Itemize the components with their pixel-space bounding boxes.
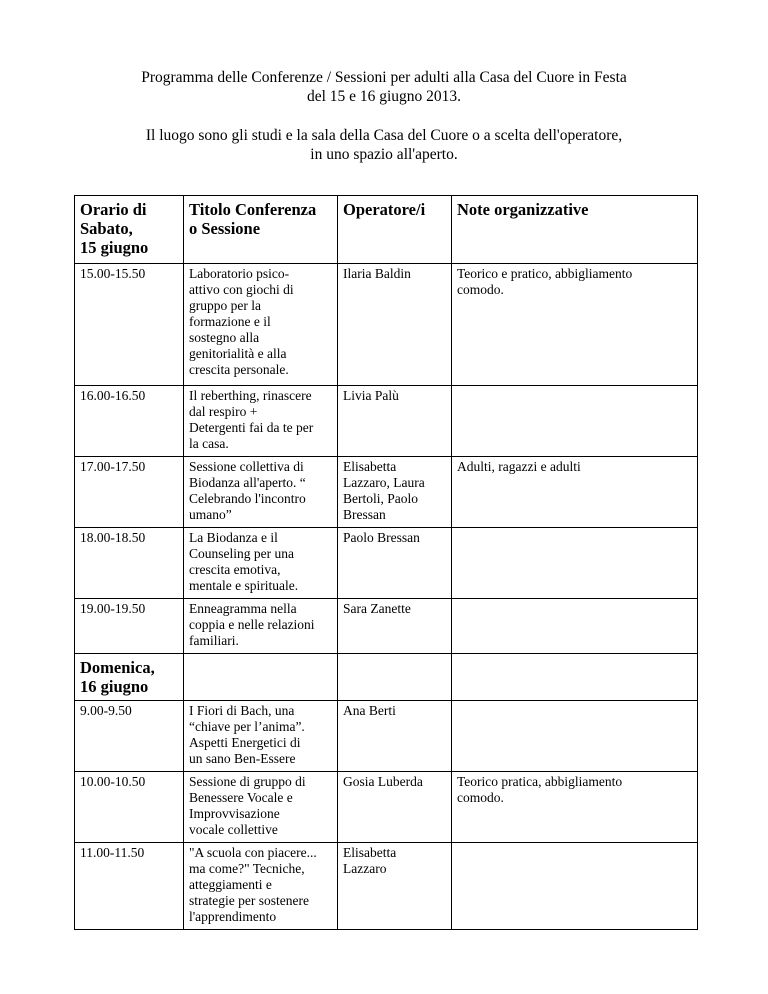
table-row [75, 264, 698, 386]
title-line-2: del 15 e 16 giugno 2013. [306, 88, 462, 105]
cell-time: 10.00-10.50 [75, 772, 184, 843]
cell-time: 18.00-18.50 [75, 528, 184, 599]
cell-title: I Fiori di Bach, una “chiave per l’anima”. Aspetti Energetici di un sano Ben-Essere [184, 701, 338, 772]
cell-empty [338, 654, 452, 701]
table-row [75, 457, 698, 528]
cell-notes: Adulti, ragazzi e adulti [452, 457, 698, 528]
cell-title: Laboratorio psico- attivo con giochi di gruppo per la formazione e il sostegno alla genitorialità e alla crescita personale. [184, 264, 338, 386]
table-row [75, 701, 698, 772]
table-row [75, 528, 698, 599]
cell-notes [452, 599, 698, 654]
table-row [75, 599, 698, 654]
cell-notes [452, 528, 698, 599]
cell-notes [452, 843, 698, 930]
cell-operator: Ilaria Baldin [338, 264, 452, 386]
header-notes: Note organizzative [452, 196, 698, 264]
cell-time: 15.00-15.50 [75, 264, 184, 386]
cell-empty [452, 654, 698, 701]
cell-operator: Livia Palù [338, 386, 452, 457]
cell-time: 11.00-11.50 [75, 843, 184, 930]
cell-notes [452, 386, 698, 457]
cell-notes: Teorico e pratico, abbigliamento comodo. [452, 264, 698, 386]
location-note [60, 126, 708, 164]
cell-title: Sessione collettiva di Biodanza all'aperto. “ Celebrando l'incontro umano” [184, 457, 338, 528]
title-line-1: Programma delle Conferenze / Sessioni per adulti alla Casa del Cuore in Festa [141, 69, 627, 86]
location-line-2: in uno spazio all'aperto. [310, 146, 458, 163]
table-row [75, 772, 698, 843]
cell-title: Il reberthing, rinascere dal respiro + Detergenti fai da te per la casa. [184, 386, 338, 457]
cell-title: Enneagramma nella coppia e nelle relazioni familiari. [184, 599, 338, 654]
day-header-row [75, 654, 698, 701]
cell-operator: Elisabetta Lazzaro, Laura Bertoli, Paolo Bressan [338, 457, 452, 528]
cell-time: 16.00-16.50 [75, 386, 184, 457]
sunday-label: Domenica, 16 giugno [75, 654, 184, 701]
cell-operator: Elisabetta Lazzaro [338, 843, 452, 930]
table-header-row [75, 196, 698, 264]
document-title [60, 68, 708, 106]
cell-title: "A scuola con piacere... ma come?" Tecniche, atteggiamenti e strategie per sostenere l'apprendimento [184, 843, 338, 930]
header-operator: Operatore/i [338, 196, 452, 264]
cell-time: 17.00-17.50 [75, 457, 184, 528]
cell-notes [452, 701, 698, 772]
cell-title: Sessione di gruppo di Benessere Vocale e Improvvisazione vocale collettive [184, 772, 338, 843]
program-table [74, 195, 698, 930]
location-line-1: Il luogo sono gli studi e la sala della Casa del Cuore o a scelta dell'operatore, [145, 127, 623, 144]
table-row [75, 843, 698, 930]
cell-notes: Teorico pratica, abbigliamento comodo. [452, 772, 698, 843]
cell-time: 19.00-19.50 [75, 599, 184, 654]
cell-title: La Biodanza e il Counseling per una crescita emotiva, mentale e spirituale. [184, 528, 338, 599]
cell-operator: Paolo Bressan [338, 528, 452, 599]
cell-operator: Gosia Luberda [338, 772, 452, 843]
cell-empty [184, 654, 338, 701]
cell-operator: Ana Berti [338, 701, 452, 772]
cell-time: 9.00-9.50 [75, 701, 184, 772]
header-time: Orario di Sabato, 15 giugno [75, 196, 184, 264]
header-title: Titolo Conferenza o Sessione [184, 196, 338, 264]
cell-operator: Sara Zanette [338, 599, 452, 654]
table-row [75, 386, 698, 457]
